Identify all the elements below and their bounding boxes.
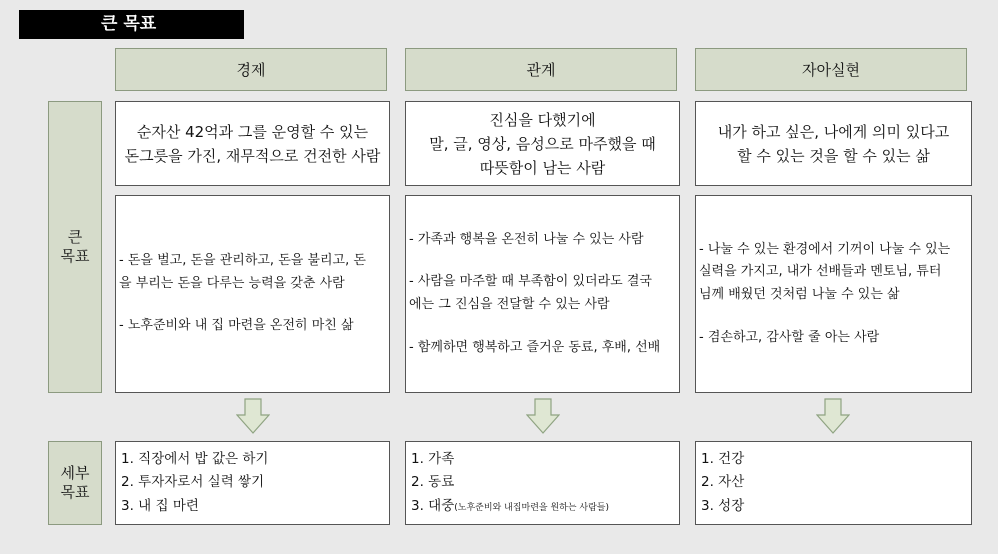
summary-economy-line: 돈그릇을 가진, 재무적으로 건전한 사람 bbox=[124, 146, 381, 165]
row-label-big-goal bbox=[48, 101, 102, 393]
header-economy: 경제 bbox=[115, 48, 387, 91]
goals-self-realization bbox=[695, 441, 972, 525]
row-label-big-goal-line1: 큰 bbox=[67, 228, 83, 247]
detail-relation-item: - 사람을 마주할 때 부족함이 있더라도 결국 bbox=[409, 274, 652, 290]
goal-self-item: 3. 성장 bbox=[701, 497, 745, 514]
goal-relation-item: 1. 가족 bbox=[411, 450, 455, 467]
row-label-big-goal-line2: 목표 bbox=[60, 247, 90, 265]
detail-relation-item: - 함께하면 행복하고 즐거운 동료, 후배, 선배 bbox=[409, 339, 661, 355]
goal-relation-item: 3. 대중 bbox=[411, 497, 455, 514]
summary-self-line: 할 수 있는 것을 할 수 있는 삶 bbox=[737, 146, 930, 165]
summary-self-realization bbox=[695, 101, 972, 186]
details-relation bbox=[405, 195, 680, 393]
detail-self-item: 님께 배웠던 것처럼 나눌 수 있는 삶 bbox=[699, 287, 900, 302]
detail-economy-item: 을 부리는 돈을 다루는 능력을 갖춘 사람 bbox=[119, 275, 345, 291]
summary-self-line: 내가 하고 싶은, 나에게 의미 있다고 bbox=[717, 122, 950, 141]
summary-relation-line: 따뜻함이 남는 사람 bbox=[479, 158, 606, 177]
detail-relation-item: - 가족과 행복을 온전히 나눌 수 있는 사람 bbox=[409, 231, 644, 247]
detail-self-item: - 나눌 수 있는 환경에서 기꺼이 나눌 수 있는 bbox=[699, 241, 951, 257]
goal-economy-item: 1. 직장에서 밥 값은 하기 bbox=[121, 450, 269, 467]
goal-self-item: 1. 건강 bbox=[701, 450, 745, 467]
summary-relation-line: 진심을 다했기에 bbox=[489, 110, 596, 129]
down-arrow-icon bbox=[816, 398, 850, 434]
goals-relation bbox=[405, 441, 680, 525]
detail-economy-item: - 노후준비와 내 집 마련을 온전히 마친 삶 bbox=[119, 318, 354, 334]
row-label-detail-goal bbox=[48, 441, 102, 525]
page-title: 큰 목표 bbox=[19, 10, 244, 39]
goal-relation-note: (노후준비와 내집마련을 원하는 사람들) bbox=[454, 502, 609, 513]
summary-economy bbox=[115, 101, 390, 186]
summary-relation-line: 말, 글, 영상, 음성으로 마주했을 때 bbox=[429, 134, 656, 153]
header-relation: 관계 bbox=[405, 48, 677, 91]
goals-economy bbox=[115, 441, 390, 525]
goal-relation-item-with-note bbox=[411, 495, 679, 519]
down-arrow-icon bbox=[526, 398, 560, 434]
details-self-realization bbox=[695, 195, 972, 393]
row-label-detail-goal-line2: 목표 bbox=[60, 483, 90, 501]
goal-economy-item: 2. 투자자로서 실력 쌓기 bbox=[121, 474, 265, 491]
header-self-realization: 자아실현 bbox=[695, 48, 967, 91]
goal-economy-item: 3. 내 집 마련 bbox=[121, 497, 199, 514]
summary-relation bbox=[405, 101, 680, 186]
summary-economy-line: 순자산 42억과 그를 운영할 수 있는 bbox=[136, 122, 369, 141]
row-label-detail-goal-line1: 세부 bbox=[60, 464, 90, 483]
goal-self-item: 2. 자산 bbox=[701, 474, 745, 491]
detail-relation-item: 에는 그 진심을 전달할 수 있는 사람 bbox=[409, 297, 610, 312]
details-economy bbox=[115, 195, 390, 393]
down-arrow-icon bbox=[236, 398, 270, 434]
detail-self-item: 실력을 가지고, 내가 선배들과 멘토님, 튜터 bbox=[699, 264, 942, 280]
detail-self-item: - 겸손하고, 감사할 줄 아는 사람 bbox=[699, 329, 880, 345]
goal-relation-item: 2. 동료 bbox=[411, 474, 455, 491]
detail-economy-item: - 돈을 벌고, 돈을 관리하고, 돈을 불리고, 돈 bbox=[119, 252, 366, 268]
